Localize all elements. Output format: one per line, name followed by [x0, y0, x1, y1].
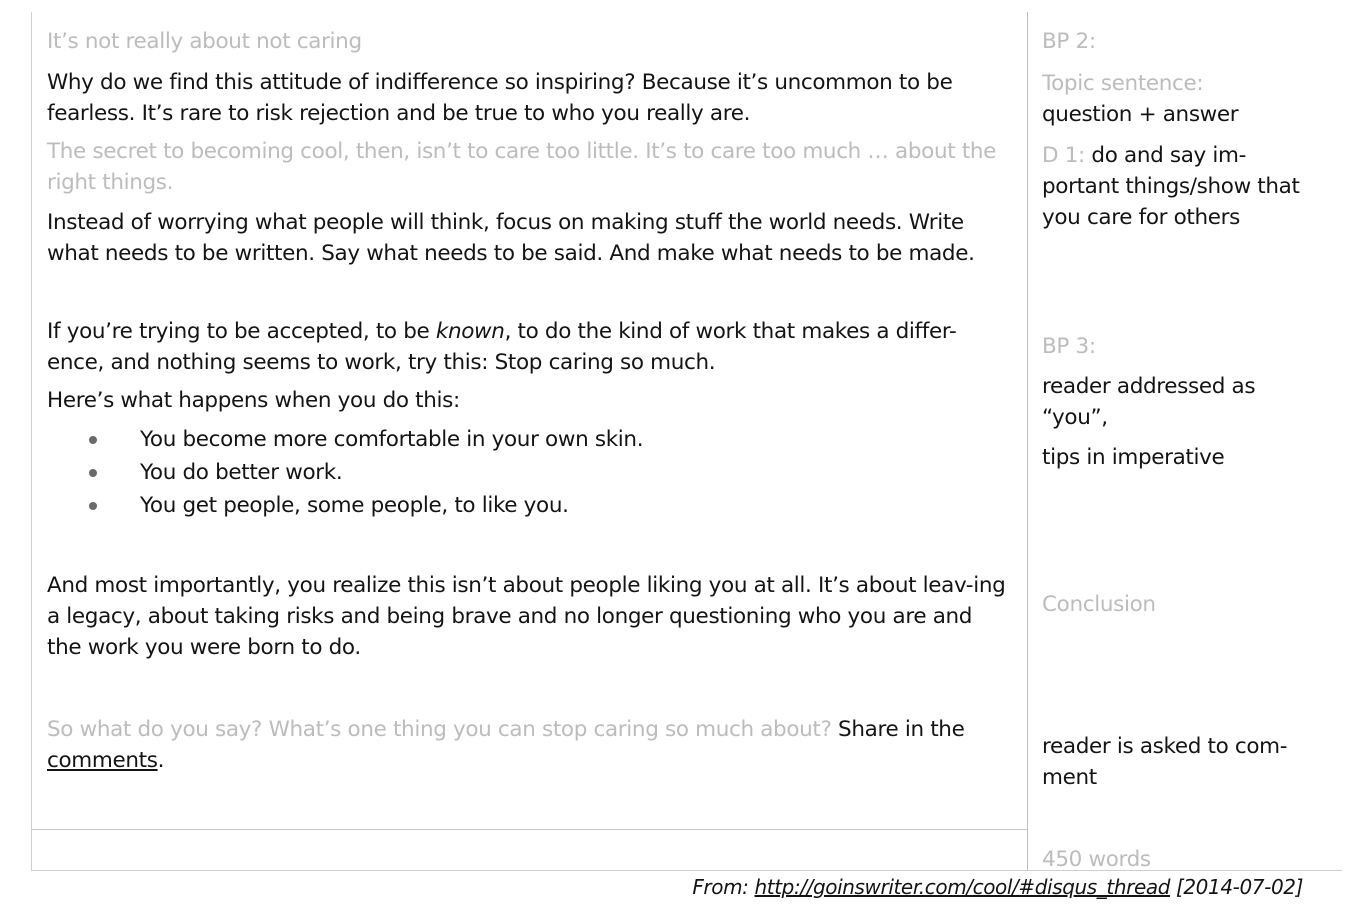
d1-note [1042, 140, 1302, 233]
paragraph-closing [47, 714, 1012, 776]
word-count: 450 words [1042, 847, 1151, 872]
comments-link[interactable]: comments [47, 748, 158, 773]
footer-divider [31, 829, 1027, 830]
bp3-note-addressed: reader addressed as “you”, [1042, 374, 1256, 430]
list-item [47, 456, 1012, 489]
para3-start: If you’re trying to be accepted, to be [47, 319, 436, 344]
d1-label: D 1: [1042, 143, 1085, 168]
para3-emphasis: known [435, 319, 505, 344]
source-prefix: From: [692, 875, 755, 899]
source-date: [2014-07-02] [1170, 875, 1303, 899]
bullet-icon [89, 502, 97, 510]
topic-sentence-label: Topic sentence: [1042, 71, 1204, 96]
closing-text: Share in the [831, 717, 965, 742]
list-item-text: You do better work. [140, 460, 343, 485]
list-item-text: You get people, some people, to like you. [140, 493, 569, 518]
topic-sentence-note: question + answer [1042, 102, 1239, 127]
bp3-note-imperative: tips in imperative [1042, 445, 1225, 470]
source-url-link[interactable]: http://goinswriter.com/cool/#disqus_thread [754, 875, 1170, 899]
list-item-text: You become more comfortable in your own skin. [140, 427, 644, 452]
list-item [47, 489, 1012, 522]
paragraph-stop-caring [47, 316, 1012, 378]
column-divider [1027, 12, 1028, 870]
conclusion-label: Conclusion [1042, 592, 1156, 617]
benefits-list [47, 423, 1012, 522]
bp3-label: BP 3: [1042, 334, 1096, 359]
source-citation [692, 875, 1303, 899]
bp2-label: BP 2: [1042, 29, 1096, 54]
bullet-icon [89, 436, 97, 444]
paragraph-make-stuff: Instead of worrying what people will think, focus on making stuff the world needs. Write what needs to be written. Say what needs to be said. And make what needs to be made. [47, 210, 975, 266]
list-item [47, 423, 1012, 456]
paragraph-what-happens: Here’s what happens when you do this: [47, 388, 460, 413]
closing-period: . [157, 748, 165, 773]
d1-text: do and say im-portant things/show that you care for others [1042, 143, 1300, 230]
paragraph-legacy: And most importantly, you realize this isn’t about people liking you at all. It’s about leav-ing a legacy, about taking risks and being brave and no longer questioning who you are and the work you were born to do. [47, 573, 1006, 660]
heading-secret: The secret to becoming cool, then, isn’t to care too little. It’s to care too much … about the right things. [47, 139, 997, 195]
paragraph-indifference: Why do we find this attitude of indifference so inspiring? Because it’s uncommon to be fearless. It’s rare to risk rejection and be true to who you really are. [47, 70, 953, 126]
closing-question: So what do you say? What’s one thing you can stop caring so much about? [47, 717, 832, 742]
heading-not-caring: It’s not really about not caring [47, 29, 362, 54]
article-column [47, 26, 1012, 776]
conclusion-note: reader is asked to com-ment [1042, 734, 1288, 790]
annotation-column [1042, 26, 1342, 875]
para3-end: , to do the kind of work that makes a differ-ence, and nothing seems to work, try this: Stop caring so much. [47, 319, 957, 375]
bullet-icon [89, 469, 97, 477]
